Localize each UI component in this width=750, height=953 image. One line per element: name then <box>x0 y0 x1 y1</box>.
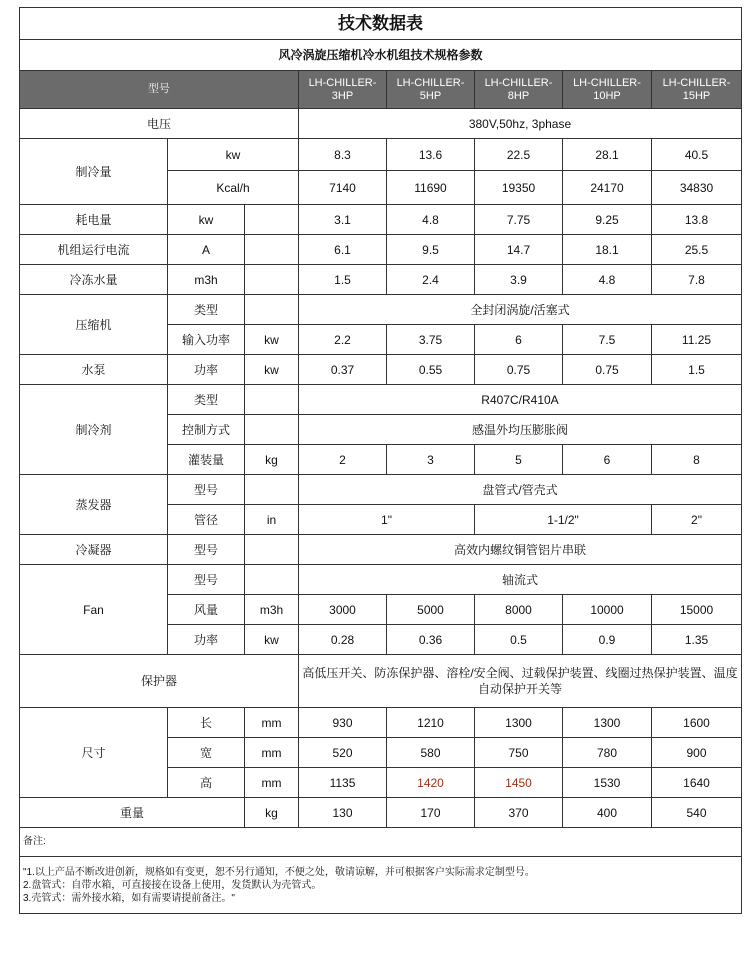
compressor-type-row <box>20 295 742 325</box>
fan-airflow-value: 5000 <box>387 595 475 625</box>
current-value: 9.5 <box>387 235 475 265</box>
compressor-input-value: 3.75 <box>387 325 475 355</box>
fan-power-value: 0.5 <box>475 625 563 655</box>
evaporator-pipe-value: 1" <box>299 505 475 535</box>
empty-cell <box>245 535 299 565</box>
cooling-kw-value: 8.3 <box>299 139 387 171</box>
evaporator-pipe-value: 2" <box>652 505 742 535</box>
compressor-input-value: 7.5 <box>563 325 652 355</box>
width-value: 750 <box>475 738 563 768</box>
refrigerant-type-value: R407C/R410A <box>299 385 742 415</box>
cooling-kw-row <box>20 139 742 171</box>
weight-unit: kg <box>245 798 299 828</box>
table-title: 技术数据表 <box>20 8 742 40</box>
fan-model-row <box>20 565 742 595</box>
height-value: 1530 <box>563 768 652 798</box>
compressor-input-unit: kw <box>245 325 299 355</box>
cooling-kcal-value: 11690 <box>387 171 475 205</box>
condenser-label: 冷凝器 <box>20 535 168 565</box>
power-value: 4.8 <box>387 205 475 235</box>
note-line: 2.盘管式：自带水箱，可直接接在设备上使用，发货默认为壳管式。 <box>23 879 322 891</box>
table-subtitle: 风冷涡旋压缩机冷水机组技术规格参数 <box>20 40 742 71</box>
refrigerant-charge-value: 6 <box>563 445 652 475</box>
evaporator-model-value: 盘管式/管壳式 <box>299 475 742 505</box>
cooling-kcal-value: 7140 <box>299 171 387 205</box>
height-value: 1420 <box>387 768 475 798</box>
pump-unit: kw <box>245 355 299 385</box>
cooling-kcal-value: 34830 <box>652 171 742 205</box>
compressor-type-value: 全封闭涡旋/活塞式 <box>299 295 742 325</box>
fan-power-label: 功率 <box>168 625 245 655</box>
protection-row <box>20 655 742 708</box>
power-unit: kw <box>168 205 245 235</box>
length-label: 长 <box>168 708 245 738</box>
chilled-water-value: 3.9 <box>475 265 563 295</box>
refrigerant-type-label: 类型 <box>168 385 245 415</box>
pump-value: 1.5 <box>652 355 742 385</box>
pump-value: 0.75 <box>563 355 652 385</box>
current-value: 14.7 <box>475 235 563 265</box>
cooling-kcal-value: 19350 <box>475 171 563 205</box>
cooling-kw-value: 13.6 <box>387 139 475 171</box>
length-value: 1300 <box>475 708 563 738</box>
weight-value: 540 <box>652 798 742 828</box>
evaporator-pipe-unit: in <box>245 505 299 535</box>
header-row <box>20 71 742 109</box>
power-label: 耗电量 <box>20 205 168 235</box>
refrigerant-label: 制冷剂 <box>20 385 168 475</box>
empty-cell <box>245 265 299 295</box>
height-label: 高 <box>168 768 245 798</box>
current-label: 机组运行电流 <box>20 235 168 265</box>
pump-row <box>20 355 742 385</box>
current-value: 25.5 <box>652 235 742 265</box>
width-value: 780 <box>563 738 652 768</box>
fan-power-value: 1.35 <box>652 625 742 655</box>
empty-cell <box>245 295 299 325</box>
length-value: 930 <box>299 708 387 738</box>
dimensions-unit: mm <box>245 708 299 738</box>
cooling-kcal-value: 24170 <box>563 171 652 205</box>
cooling-kcal-unit: Kcal/h <box>168 171 299 205</box>
model-name: LH-CHILLER-8HP <box>475 71 563 109</box>
empty-cell <box>245 205 299 235</box>
height-value: 1450 <box>475 768 563 798</box>
weight-row <box>20 798 742 828</box>
chilled-water-value: 2.4 <box>387 265 475 295</box>
power-value: 9.25 <box>563 205 652 235</box>
empty-cell <box>245 385 299 415</box>
model-name: LH-CHILLER-5HP <box>387 71 475 109</box>
chilled-water-value: 1.5 <box>299 265 387 295</box>
pump-label: 水泵 <box>20 355 168 385</box>
pump-value: 0.75 <box>475 355 563 385</box>
chilled-water-unit: m3h <box>168 265 245 295</box>
length-value: 1210 <box>387 708 475 738</box>
condenser-model-value: 高效内螺纹铜管铝片串联 <box>299 535 742 565</box>
compressor-input-label: 输入功率 <box>168 325 245 355</box>
model-header-label: 型号 <box>20 71 299 109</box>
cooling-kw-value: 22.5 <box>475 139 563 171</box>
chilled-water-value: 7.8 <box>652 265 742 295</box>
cooling-kw-value: 40.5 <box>652 139 742 171</box>
empty-cell <box>245 475 299 505</box>
fan-power-value: 0.9 <box>563 625 652 655</box>
compressor-input-value: 6 <box>475 325 563 355</box>
empty-cell <box>245 235 299 265</box>
refrigerant-charge-value: 3 <box>387 445 475 475</box>
fan-airflow-value: 8000 <box>475 595 563 625</box>
fan-power-value: 0.28 <box>299 625 387 655</box>
chilled-water-value: 4.8 <box>563 265 652 295</box>
refrigerant-charge-value: 5 <box>475 445 563 475</box>
current-value: 18.1 <box>563 235 652 265</box>
notes-label-row <box>20 828 742 857</box>
cooling-kw-unit: kw <box>168 139 299 171</box>
fan-airflow-unit: m3h <box>245 595 299 625</box>
fan-label: Fan <box>20 565 168 655</box>
width-value: 580 <box>387 738 475 768</box>
notes-label: 备注: <box>20 828 742 857</box>
compressor-input-value: 2.2 <box>299 325 387 355</box>
power-row <box>20 205 742 235</box>
protection-value: 高低压开关、防冻保护器、溶栓/安全阀、过载保护装置、线圈过热保护装置、温度自动保护开关等 <box>299 655 742 708</box>
fan-power-value: 0.36 <box>387 625 475 655</box>
dimensions-unit: mm <box>245 738 299 768</box>
fan-airflow-value: 3000 <box>299 595 387 625</box>
width-value: 900 <box>652 738 742 768</box>
protection-label: 保护器 <box>20 655 299 708</box>
empty-cell <box>245 415 299 445</box>
height-value: 1135 <box>299 768 387 798</box>
notes-body <box>20 857 742 914</box>
note-line: 3.壳管式：需外接水箱，如有需要请提前备注。" <box>23 892 235 904</box>
voltage-label: 电压 <box>20 109 299 139</box>
cooling-label: 制冷量 <box>20 139 168 205</box>
evaporator-pipe-value: 1-1/2" <box>475 505 652 535</box>
model-name: LH-CHILLER-15HP <box>652 71 742 109</box>
fan-model-label: 型号 <box>168 565 245 595</box>
evaporator-model-row <box>20 475 742 505</box>
refrigerant-charge-value: 2 <box>299 445 387 475</box>
fan-airflow-value: 10000 <box>563 595 652 625</box>
height-value: 1640 <box>652 768 742 798</box>
power-value: 13.8 <box>652 205 742 235</box>
condenser-model-label: 型号 <box>168 535 245 565</box>
condenser-row <box>20 535 742 565</box>
refrigerant-type-row <box>20 385 742 415</box>
note-line: "1.以上产品不断改进创新，规格如有变更，恕不另行通知，不便之处，敬请谅解，并可根据客户实际需求定制型号。 <box>23 866 535 878</box>
current-row <box>20 235 742 265</box>
fan-airflow-value: 15000 <box>652 595 742 625</box>
weight-value: 400 <box>563 798 652 828</box>
current-value: 6.1 <box>299 235 387 265</box>
weight-value: 370 <box>475 798 563 828</box>
current-unit: A <box>168 235 245 265</box>
weight-label: 重量 <box>20 798 245 828</box>
spec-table <box>19 7 742 914</box>
refrigerant-charge-label: 灌装量 <box>168 445 245 475</box>
notes-body-row <box>20 857 742 914</box>
pump-value: 0.37 <box>299 355 387 385</box>
cooling-kw-value: 28.1 <box>563 139 652 171</box>
compressor-type-label: 类型 <box>168 295 245 325</box>
pump-power-label: 功率 <box>168 355 245 385</box>
width-value: 520 <box>299 738 387 768</box>
length-value: 1600 <box>652 708 742 738</box>
width-label: 宽 <box>168 738 245 768</box>
power-value: 3.1 <box>299 205 387 235</box>
fan-model-value: 轴流式 <box>299 565 742 595</box>
length-value: 1300 <box>563 708 652 738</box>
refrigerant-control-label: 控制方式 <box>168 415 245 445</box>
dimensions-label: 尺寸 <box>20 708 168 798</box>
weight-value: 170 <box>387 798 475 828</box>
evaporator-pipe-label: 管径 <box>168 505 245 535</box>
chilled-water-label: 冷冻水量 <box>20 265 168 295</box>
voltage-row <box>20 109 742 139</box>
power-value: 7.75 <box>475 205 563 235</box>
chilled-water-row <box>20 265 742 295</box>
weight-value: 130 <box>299 798 387 828</box>
model-name: LH-CHILLER-10HP <box>563 71 652 109</box>
model-name: LH-CHILLER-3HP <box>299 71 387 109</box>
voltage-value: 380V,50hz, 3phase <box>299 109 742 139</box>
refrigerant-charge-unit: kg <box>245 445 299 475</box>
fan-airflow-label: 风量 <box>168 595 245 625</box>
evaporator-model-label: 型号 <box>168 475 245 505</box>
pump-value: 0.55 <box>387 355 475 385</box>
refrigerant-control-value: 感温外均压膨胀阀 <box>299 415 742 445</box>
compressor-input-value: 11.25 <box>652 325 742 355</box>
dimensions-unit: mm <box>245 768 299 798</box>
fan-power-unit: kw <box>245 625 299 655</box>
refrigerant-charge-value: 8 <box>652 445 742 475</box>
length-row <box>20 708 742 738</box>
compressor-label: 压缩机 <box>20 295 168 355</box>
empty-cell <box>245 565 299 595</box>
evaporator-label: 蒸发器 <box>20 475 168 535</box>
spec-sheet <box>19 7 742 914</box>
